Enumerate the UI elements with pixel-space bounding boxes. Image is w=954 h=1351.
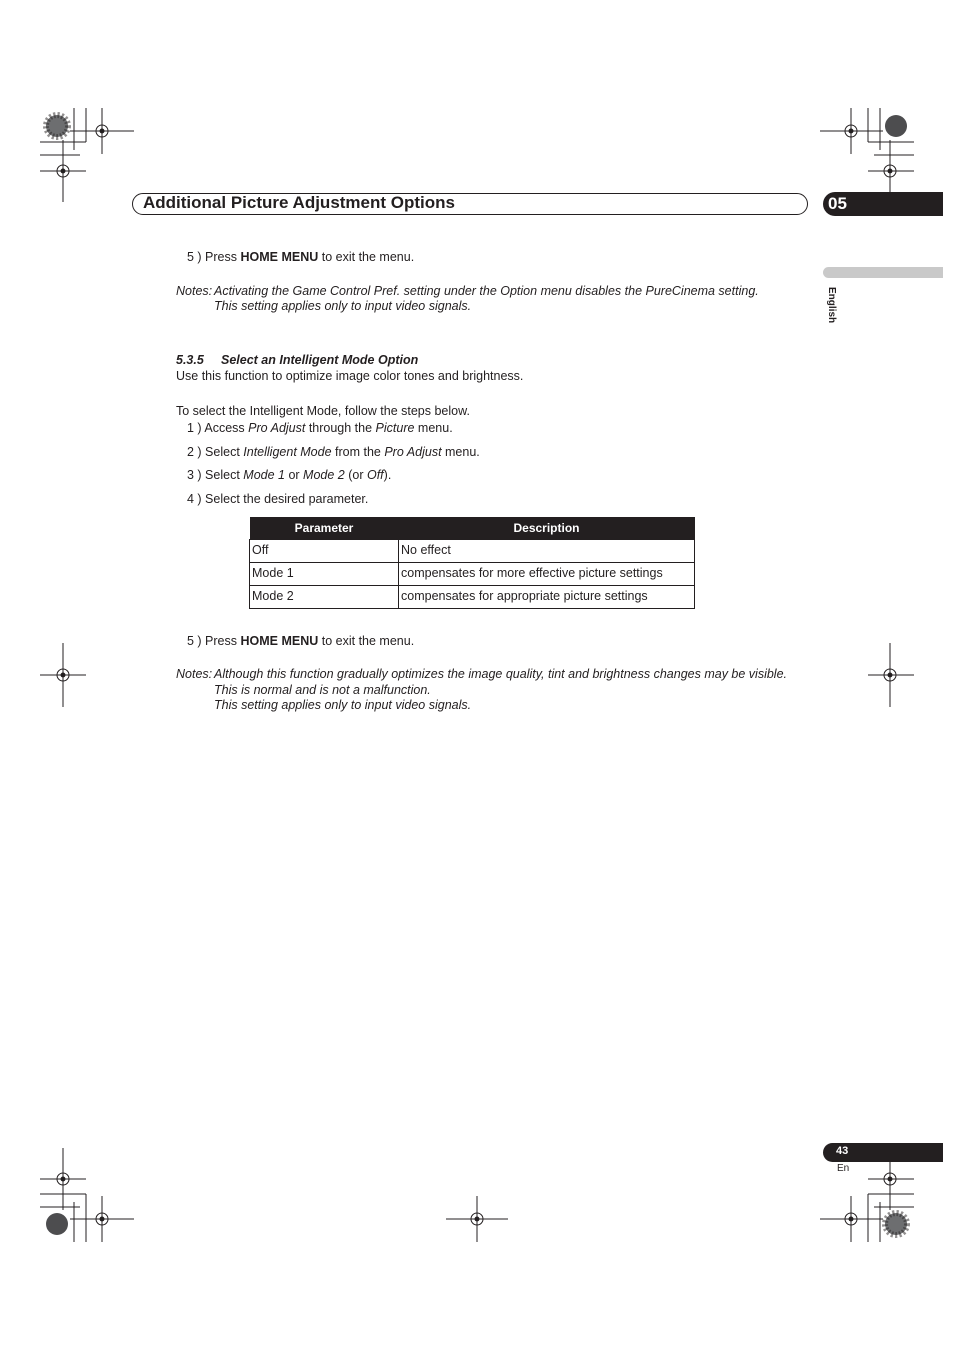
section-title: Select an Intelligent Mode Option	[221, 353, 419, 367]
steps-intro: To select the Intelligent Mode, follow the steps below.	[176, 404, 470, 418]
step-text: menu.	[441, 445, 480, 459]
step-2	[187, 444, 480, 460]
table-row	[250, 540, 695, 563]
step-text: from the	[331, 445, 385, 459]
language-tab	[823, 267, 943, 278]
page-number: 43	[836, 1145, 849, 1157]
parameter-table	[249, 517, 695, 609]
note-line: Although this function gradually optimizes the image quality, tint and brightness changes may be visible.	[214, 667, 788, 681]
cell-description: compensates for more effective picture settings	[399, 563, 695, 586]
section-number: 5.3.5	[176, 353, 204, 367]
step-exit-menu-top	[187, 249, 414, 265]
step-text: or	[284, 468, 304, 482]
cell-description: compensates for appropriate picture settings	[399, 586, 695, 609]
column-header-parameter: Parameter	[250, 517, 399, 540]
step-menu-name: Intelligent Mode	[243, 445, 332, 459]
table-row	[250, 563, 695, 586]
step-menu-name: Picture	[375, 421, 415, 435]
chapter-title: Additional Picture Adjustment Options	[143, 193, 455, 212]
step-text: 5 ) Press	[187, 250, 241, 264]
step-option: Off	[366, 468, 384, 482]
chapter-number: 05	[828, 194, 847, 213]
note-line: This setting applies only to input video signals.	[214, 698, 472, 712]
step-text: 3 ) Select	[187, 468, 244, 482]
step-text: ).	[383, 468, 392, 482]
step-key: HOME MENU	[240, 250, 319, 264]
step-text: to exit the menu.	[318, 250, 415, 264]
note-line: Activating the Game Control Pref. setting under the Option menu disables the PureCinema setting.	[214, 284, 759, 298]
cell-parameter: Mode 1	[250, 563, 399, 586]
step-text: 2 ) Select	[187, 445, 244, 459]
column-header-description: Description	[399, 517, 695, 540]
cell-description: No effect	[399, 540, 695, 563]
step-text: to exit the menu.	[318, 634, 415, 648]
language-label: English	[826, 287, 837, 324]
step-text: through the	[305, 421, 376, 435]
step-3	[187, 467, 391, 483]
step-option: Mode 1	[243, 468, 285, 482]
note-label: Notes:	[176, 667, 213, 681]
step-4: 4 ) Select the desired parameter.	[187, 492, 369, 506]
table-header-row	[250, 517, 695, 540]
step-exit-menu-bottom	[187, 633, 414, 649]
step-text: (or	[344, 468, 367, 482]
cell-parameter: Off	[250, 540, 399, 563]
step-text: 1 ) Access	[187, 421, 249, 435]
step-text: menu.	[414, 421, 453, 435]
step-1	[187, 420, 453, 436]
page-language: En	[837, 1163, 850, 1174]
note-label: Notes:	[176, 284, 213, 298]
cell-parameter: Mode 2	[250, 586, 399, 609]
step-menu-name: Pro Adjust	[384, 445, 442, 459]
note-line: This setting applies only to input video signals.	[214, 299, 472, 313]
step-menu-name: Pro Adjust	[248, 421, 306, 435]
step-text: 5 ) Press	[187, 634, 241, 648]
section-intro: Use this function to optimize image color tones and brightness.	[176, 369, 524, 383]
step-key: HOME MENU	[240, 634, 319, 648]
note-line: This is normal and is not a malfunction.	[214, 683, 431, 697]
step-option: Mode 2	[303, 468, 345, 482]
table-row	[250, 586, 695, 609]
